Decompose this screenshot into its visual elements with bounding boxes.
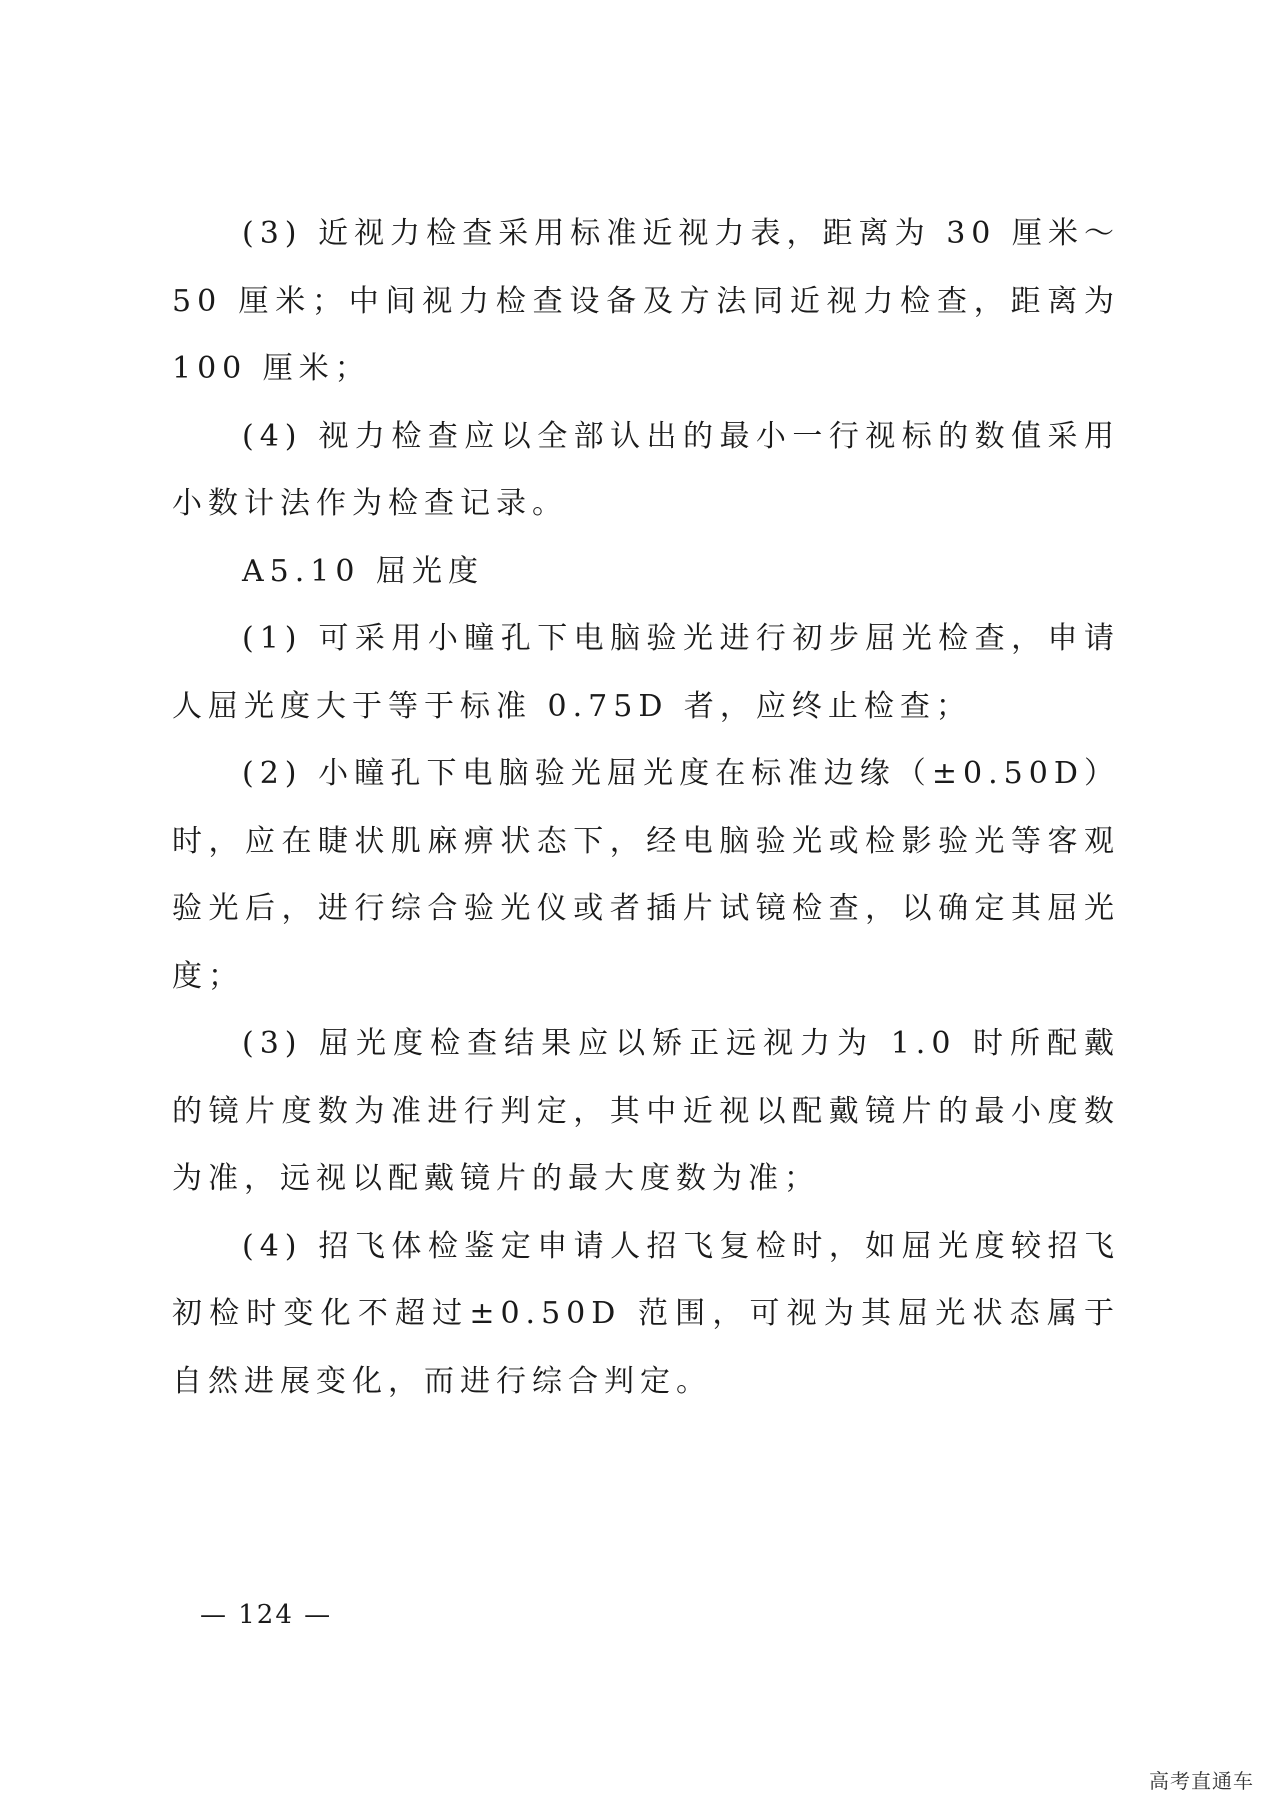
watermark-text: 高考直通车 [1149,1771,1254,1793]
paragraph-refraction-4: (4) 招飞体检鉴定申请人招飞复检时，如屈光度较招飞初检时变化不超过±0.50D 范围，可视为其屈光状态属于自然进展变化，而进行综合判定。 [172,1228,1120,1399]
page-number: — 124 — [200,1600,333,1630]
paragraph-refraction-3: (3) 屈光度检查结果应以矫正远视力为 1.0 时所配戴的镜片度数为准进行判定，其中近视以配戴镜片的最小度数为准，远视以配戴镜片的最大度数为准； [172,1026,1120,1196]
paragraph-vision-record: (4) 视力检查应以全部认出的最小一行视标的数值采用小数计法作为检查记录。 [172,418,1120,521]
section-heading-refraction: A5.10 屈光度 [242,553,484,589]
paragraph-near-vision-method: (3) 近视力检查采用标准近视力表，距离为 30 厘米～50 厘米；中间视力检查设备及方法同近视力检查，距离为 100 厘米； [172,216,1120,386]
paragraph-refraction-1: (1) 可采用小瞳孔下电脑验光进行初步屈光检查，申请人屈光度大于等于标准 0.75D 者，应终止检查； [172,621,1120,724]
document-body [172,200,1120,1415]
paragraph-refraction-2: (2) 小瞳孔下电脑验光屈光度在标准边缘（±0.50D）时，应在睫状肌麻痹状态下，经电脑验光或检影验光等客观验光后，进行综合验光仪或者插片试镜检查，以确定其屈光度； [172,756,1120,994]
